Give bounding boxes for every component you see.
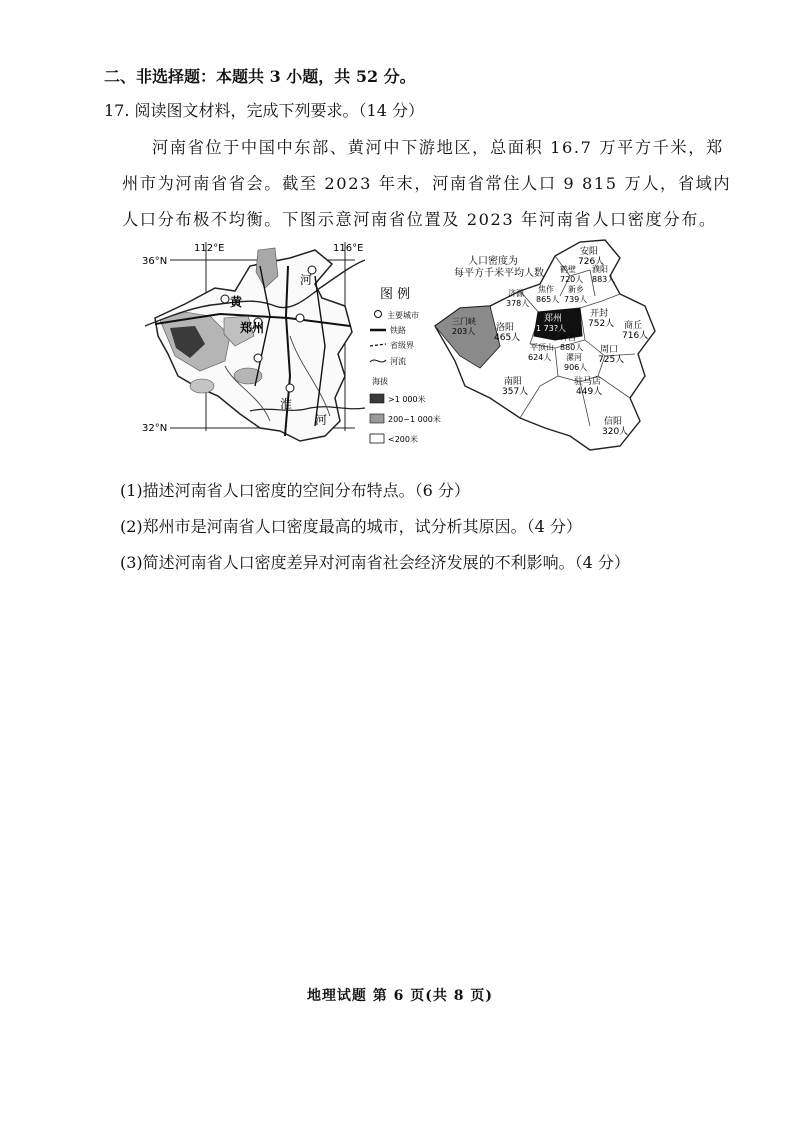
legend-city: 主要城市 — [387, 311, 419, 320]
label-huang: 黄 — [230, 295, 243, 309]
city-value: 880人 — [560, 343, 584, 352]
city-value: 716人 — [622, 331, 649, 341]
city-name: 濮阳 — [592, 265, 608, 274]
legend-title: 图 例 — [380, 287, 411, 302]
city-name: 安阳 — [580, 247, 599, 257]
city-marker — [286, 384, 294, 392]
city-name: 三门峡 — [452, 317, 476, 326]
city-value: 739人 — [564, 295, 588, 304]
city-value: 449人 — [576, 387, 603, 397]
paragraph-line-3: 人口分布极不均衡。下图示意河南省位置及 2023 年河南省人口密度分布。 — [122, 210, 717, 229]
city-marker — [221, 295, 229, 303]
city-name: 信阳 — [604, 417, 623, 427]
label-he-north: 河 — [300, 273, 313, 287]
label-he-south: 河 — [315, 413, 328, 427]
location-map — [140, 236, 441, 456]
city-name: 焦作 — [538, 285, 554, 294]
legend-low: <200米 — [388, 435, 418, 444]
subquestion-1: (1)描述河南省人口密度的空间分布特点。（6 分） — [120, 481, 470, 500]
city-marker — [296, 314, 304, 322]
city-value: 357人 — [502, 387, 529, 397]
city-value: 320人 — [602, 427, 629, 437]
city-name: 南阳 — [504, 377, 523, 387]
paragraph-line-2: 州市为河南省省会。截至 2023 年末，河南省常住人口 9 815 万人，省域内 — [122, 174, 732, 193]
city-name: 开封 — [590, 309, 609, 319]
section-title: 二、非选择题：本题共 3 小题，共 52 分。 — [104, 67, 416, 86]
city-name: 驻马店 — [574, 377, 602, 387]
legend-mid: 200~1 000米 — [388, 415, 441, 424]
city-value: 883人 — [592, 275, 616, 284]
city-name: 平顶山 — [530, 343, 554, 352]
subquestion-2: (2)郑州市是河南省人口密度最高的城市，试分析其原因。（4 分） — [120, 517, 582, 536]
city-marker — [254, 354, 262, 362]
legend-high: >1 000米 — [388, 395, 426, 404]
lat-32-label: 32°N — [142, 423, 168, 434]
lon-112-label: 112°E — [194, 243, 225, 254]
city-name: 郑州 — [544, 314, 563, 324]
city-value: 726人 — [578, 257, 605, 267]
legend-rail: 铁路 — [390, 326, 406, 335]
city-value: 624人 — [528, 353, 552, 362]
city-name: 鹤壁 — [560, 265, 576, 274]
page-footer: 地理试题 第 6 页(共 8 页) — [306, 988, 494, 1004]
subquestion-3: (3)简述河南省人口密度差异对河南省社会经济发展的不利影响。（4 分） — [120, 553, 630, 572]
paragraph-line-1: 河南省位于中国中东部、黄河中下游地区，总面积 16.7 万平方千米，郑 — [152, 138, 724, 157]
southern-hills-2 — [190, 379, 214, 393]
label-huai: 淮 — [280, 397, 293, 411]
density-caption-2: 每平方千米平均人数 — [454, 268, 544, 279]
city-name: 漯河 — [566, 353, 582, 362]
city-value: 725人 — [598, 355, 625, 365]
city-value: 720人 — [560, 275, 584, 284]
legend-border: 省级界 — [390, 341, 414, 350]
question-title: 17. 阅读图文材料，完成下列要求。（14 分） — [104, 101, 424, 120]
legend-elevation-title: 海拔 — [372, 377, 388, 386]
lon-116-label: 116°E — [333, 243, 364, 254]
city-value: 906人 — [564, 363, 588, 372]
city-name: 新乡 — [568, 285, 584, 294]
city-value: 752人 — [588, 319, 615, 329]
city-value: 465人 — [494, 333, 521, 343]
city-value: 203人 — [452, 327, 476, 336]
city-name: 济源 — [508, 289, 524, 298]
lat-36-label: 36°N — [142, 256, 168, 267]
city-value: 1 73?人 — [536, 324, 567, 333]
city-name: 周口 — [600, 345, 619, 355]
population-density-map — [430, 236, 670, 456]
density-caption-1: 人口密度为 — [468, 256, 518, 267]
city-value: 865人 — [536, 295, 560, 304]
city-name: 洛阳 — [496, 323, 515, 333]
legend-river: 河流 — [390, 357, 406, 366]
city-name: 许昌 — [560, 333, 576, 342]
label-zhengzhou: 郑州 — [240, 321, 265, 335]
city-value: 378人 — [506, 299, 530, 308]
city-name: 商丘 — [624, 321, 643, 331]
